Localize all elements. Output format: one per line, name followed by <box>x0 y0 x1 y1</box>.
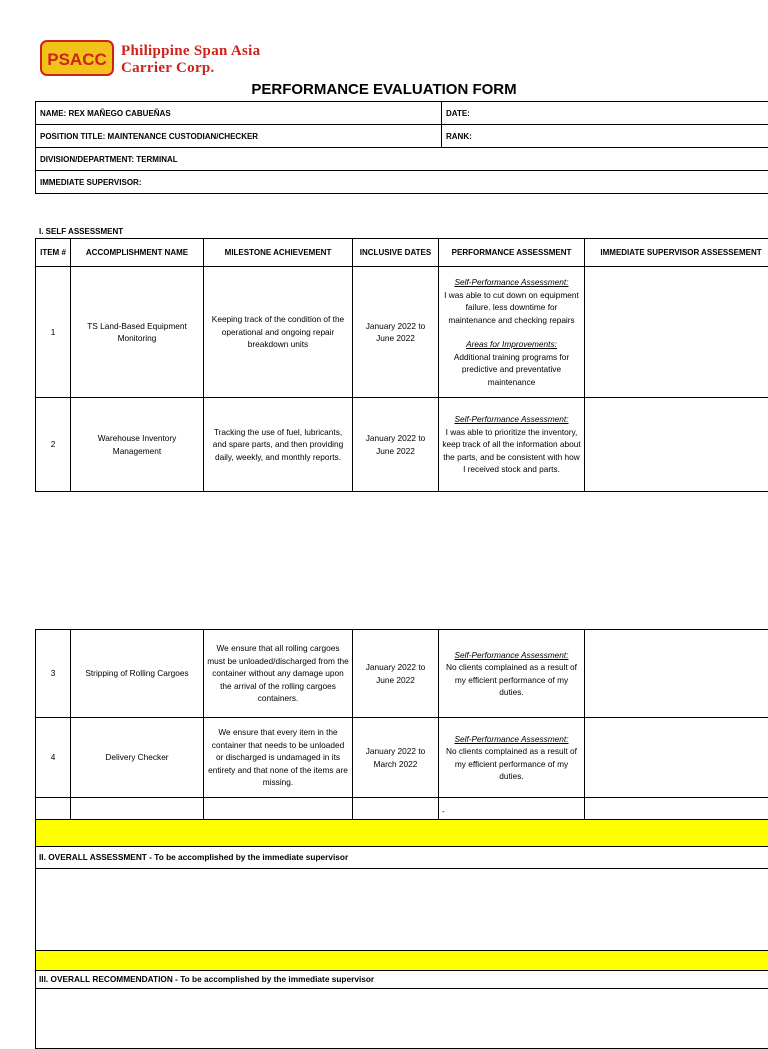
employee-info-table <box>35 101 768 194</box>
row-item: 1 <box>36 267 71 398</box>
perf-text: No clients complained as a result of my efficient performance of my duties. <box>446 662 577 697</box>
perf-text: I was able to cut down on equipment failure. less downtime for maintenance and checking repairs <box>444 290 579 325</box>
row-dates: January 2022 to March 2022 <box>353 718 439 798</box>
yellow-divider <box>36 951 768 971</box>
improve-text: Additional training programs for predictive and preventative maintenance <box>454 352 569 387</box>
improve-label: Areas for Improvements: <box>442 338 581 351</box>
row-milestone: We ensure that all rolling cargoes must be unloaded/discharged from the container without any damage upon the arrival of the rolling cargoes containers. <box>204 630 353 718</box>
row-item: 4 <box>36 718 71 798</box>
table-row <box>36 267 768 398</box>
row-accomplishment: TS Land-Based Equipment Monitoring <box>71 267 204 398</box>
overall-recommendation-row <box>36 971 768 989</box>
row-supervisor-assessment[interactable] <box>585 718 768 798</box>
header-milestone: MILESTONE ACHIEVEMENT <box>204 239 353 267</box>
self-assessment-table <box>35 238 768 492</box>
position-field: POSITION TITLE: MAINTENANCE CUSTODIAN/CHECKER <box>36 125 442 148</box>
row-supervisor-assessment[interactable] <box>585 398 768 492</box>
header-dates: INCLUSIVE DATES <box>353 239 439 267</box>
supervisor-field: IMMEDIATE SUPERVISOR: <box>36 171 768 194</box>
date-field: DATE: <box>442 102 768 125</box>
header-supervisor: IMMEDIATE SUPERVISOR ASSESSEMENT <box>585 239 768 267</box>
overall-assessment-row <box>36 847 768 869</box>
row-dates: January 2022 to June 2022 <box>353 398 439 492</box>
info-row-division <box>36 148 768 171</box>
row-item: 3 <box>36 630 71 718</box>
perf-label: Self-Performance Assessment: <box>442 733 581 746</box>
info-row-name <box>36 102 768 125</box>
rank-field: RANK: <box>442 125 768 148</box>
row-supervisor-assessment[interactable] <box>585 630 768 718</box>
row-performance <box>439 398 585 492</box>
row-performance <box>439 718 585 798</box>
table-row <box>36 398 768 492</box>
overall-recommendation-box <box>36 988 768 1048</box>
form-title: PERFORMANCE EVALUATION FORM <box>0 81 768 98</box>
perf-text: No clients complained as a result of my efficient performance of my duties. <box>446 746 577 781</box>
header-performance: PERFORMANCE ASSESSMENT <box>439 239 585 267</box>
yellow-divider <box>36 820 768 847</box>
row-milestone: Tracking the use of fuel, lubricants, and spare parts, and then providing daily, weekly, and monthly reports. <box>204 398 353 492</box>
table-row <box>36 718 768 798</box>
row-milestone: Keeping track of the condition of the operational and ongoing repair breakdown units <box>204 267 353 398</box>
header-item: ITEM # <box>36 239 71 267</box>
info-row-supervisor <box>36 171 768 194</box>
header-accomplishment: ACCOMPLISHMENT NAME <box>71 239 204 267</box>
row-milestone: We ensure that every item in the container that needs to be unloaded or discharged is undamaged in its entirety and that none of the items are missing. <box>204 718 353 798</box>
perf-text: I was able to prioritize the inventory, keep track of all the information about the parts, and be consistent with how I received stock and parts. <box>442 427 580 475</box>
self-assessment-table-continued <box>35 629 768 1049</box>
perf-label: Self-Performance Assessment: <box>442 413 581 426</box>
row-supervisor-assessment[interactable] <box>585 267 768 398</box>
overall-assessment-box <box>36 869 768 951</box>
overall-assessment-input[interactable] <box>36 869 768 951</box>
row-performance <box>439 630 585 718</box>
company-logo <box>40 40 114 76</box>
company-line-2: Carrier Corp. <box>121 60 260 77</box>
division-field: DIVISION/DEPARTMENT: TERMINAL <box>36 148 768 171</box>
row-item: 2 <box>36 398 71 492</box>
row-performance <box>439 267 585 398</box>
row-accomplishment: Warehouse Inventory Management <box>71 398 204 492</box>
row-dates: January 2022 to June 2022 <box>353 267 439 398</box>
empty-row-mark: - <box>439 798 585 820</box>
row-accomplishment: Stripping of Rolling Cargoes <box>71 630 204 718</box>
overall-assessment-label: II. OVERALL ASSESSMENT - To be accomplished by the immediate supervisor <box>36 847 768 869</box>
company-name <box>121 43 260 77</box>
company-line-1: Philippine Span Asia <box>121 43 260 60</box>
perf-label: Self-Performance Assessment: <box>442 649 581 662</box>
row-dates: January 2022 to June 2022 <box>353 630 439 718</box>
overall-recommendation-input[interactable] <box>36 988 768 1048</box>
perf-label: Self-Performance Assessment: <box>442 276 581 289</box>
logo-text: PSACC <box>47 50 107 69</box>
row-accomplishment: Delivery Checker <box>71 718 204 798</box>
name-field: NAME: REX MAÑEGO CABUEÑAS <box>36 102 442 125</box>
table-row-empty <box>36 798 768 820</box>
table-row <box>36 630 768 718</box>
self-assessment-title: I. SELF ASSESSMENT <box>39 227 123 236</box>
overall-recommendation-label: III. OVERALL RECOMMENDATION - To be accomplished by the immediate supervisor <box>36 971 768 989</box>
info-row-position <box>36 125 768 148</box>
table-header-row <box>36 239 768 267</box>
